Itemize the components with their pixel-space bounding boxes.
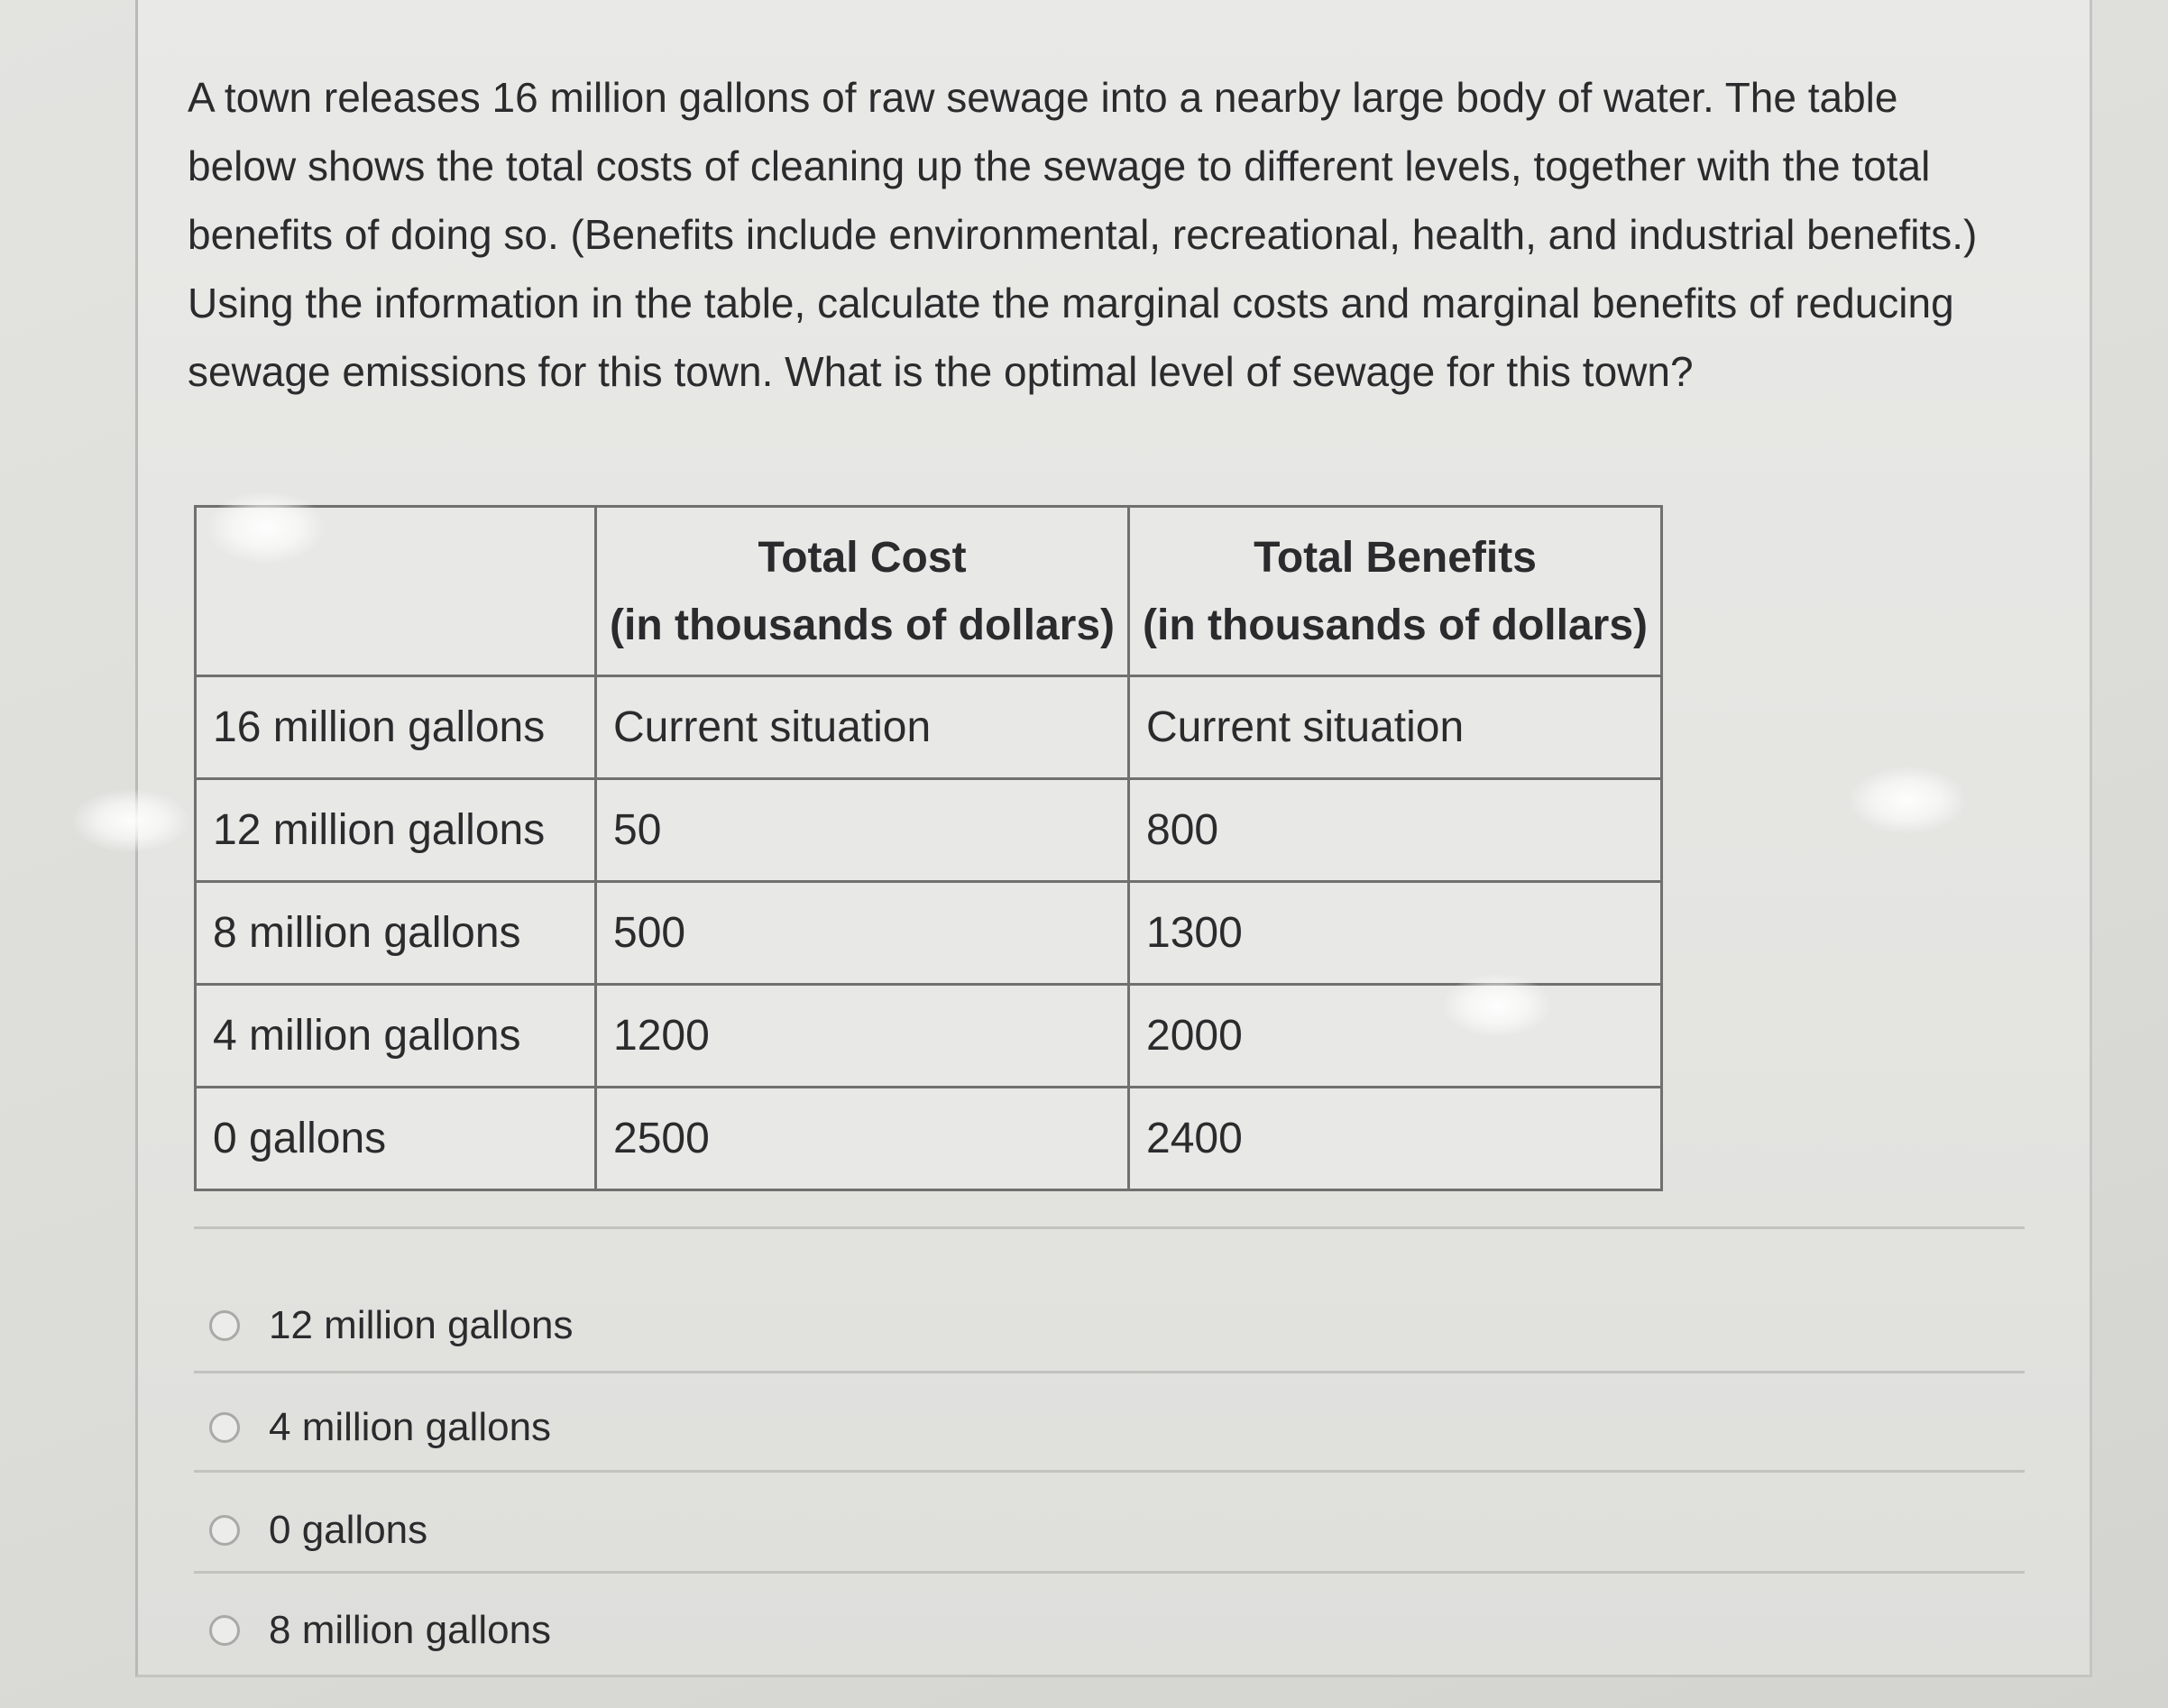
answer-option-8-million[interactable] [209, 1608, 551, 1653]
option-label: 0 gallons [269, 1508, 428, 1552]
radio-button[interactable] [209, 1515, 240, 1546]
table-row [196, 882, 1662, 985]
table-row [196, 779, 1662, 882]
header-benefit-units: (in thousands of dollars) [1143, 601, 1648, 649]
radio-button[interactable] [209, 1310, 240, 1341]
row-level: 16 million gallons [196, 676, 596, 779]
header-total-benefits [1129, 507, 1662, 676]
row-cost: 1200 [596, 985, 1129, 1088]
answer-divider [194, 1226, 2025, 1229]
radio-button[interactable] [209, 1615, 240, 1646]
option-divider [194, 1371, 2025, 1373]
table-header-row [196, 507, 1662, 676]
header-total-cost [596, 507, 1129, 676]
table-row [196, 1088, 1662, 1190]
option-divider [194, 1571, 2025, 1574]
row-benefit: 800 [1129, 779, 1662, 882]
cost-benefit-table [194, 505, 1663, 1191]
option-label: 4 million gallons [269, 1405, 552, 1449]
question-text: A town releases 16 million gallons of raw sewage into a nearby large body of water. The table below shows the total costs of cleaning up the sewage to different levels, together with the total benefits of doing so. (Benefits include environmental, recreational, health, and industrial benefits.) Using the information in the table, calculate the marginal costs and marginal benefits of reducing sewage emissions for this town. What is the optimal level of sewage for this town? [188, 74, 1978, 395]
header-blank-cell [196, 507, 596, 676]
answer-option-0-gallons[interactable] [209, 1508, 427, 1553]
row-level: 12 million gallons [196, 779, 596, 882]
row-cost: 2500 [596, 1088, 1129, 1190]
option-label: 12 million gallons [269, 1303, 574, 1347]
option-divider [194, 1470, 2025, 1473]
table-row [196, 676, 1662, 779]
row-cost: 500 [596, 882, 1129, 985]
answer-option-4-million[interactable] [209, 1405, 551, 1450]
row-benefit: Current situation [1129, 676, 1662, 779]
radio-button[interactable] [209, 1412, 240, 1443]
row-benefit: 2000 [1129, 985, 1662, 1088]
header-cost-title: Total Cost [758, 533, 967, 582]
header-cost-units: (in thousands of dollars) [610, 601, 1115, 649]
row-level: 0 gallons [196, 1088, 596, 1190]
row-cost: Current situation [596, 676, 1129, 779]
row-benefit: 1300 [1129, 882, 1662, 985]
option-label: 8 million gallons [269, 1608, 552, 1652]
header-benefit-title: Total Benefits [1254, 533, 1537, 582]
answer-option-12-million[interactable] [209, 1303, 574, 1348]
row-level: 8 million gallons [196, 882, 596, 985]
row-benefit: 2400 [1129, 1088, 1662, 1190]
table-row [196, 985, 1662, 1088]
row-level: 4 million gallons [196, 985, 596, 1088]
row-cost: 50 [596, 779, 1129, 882]
